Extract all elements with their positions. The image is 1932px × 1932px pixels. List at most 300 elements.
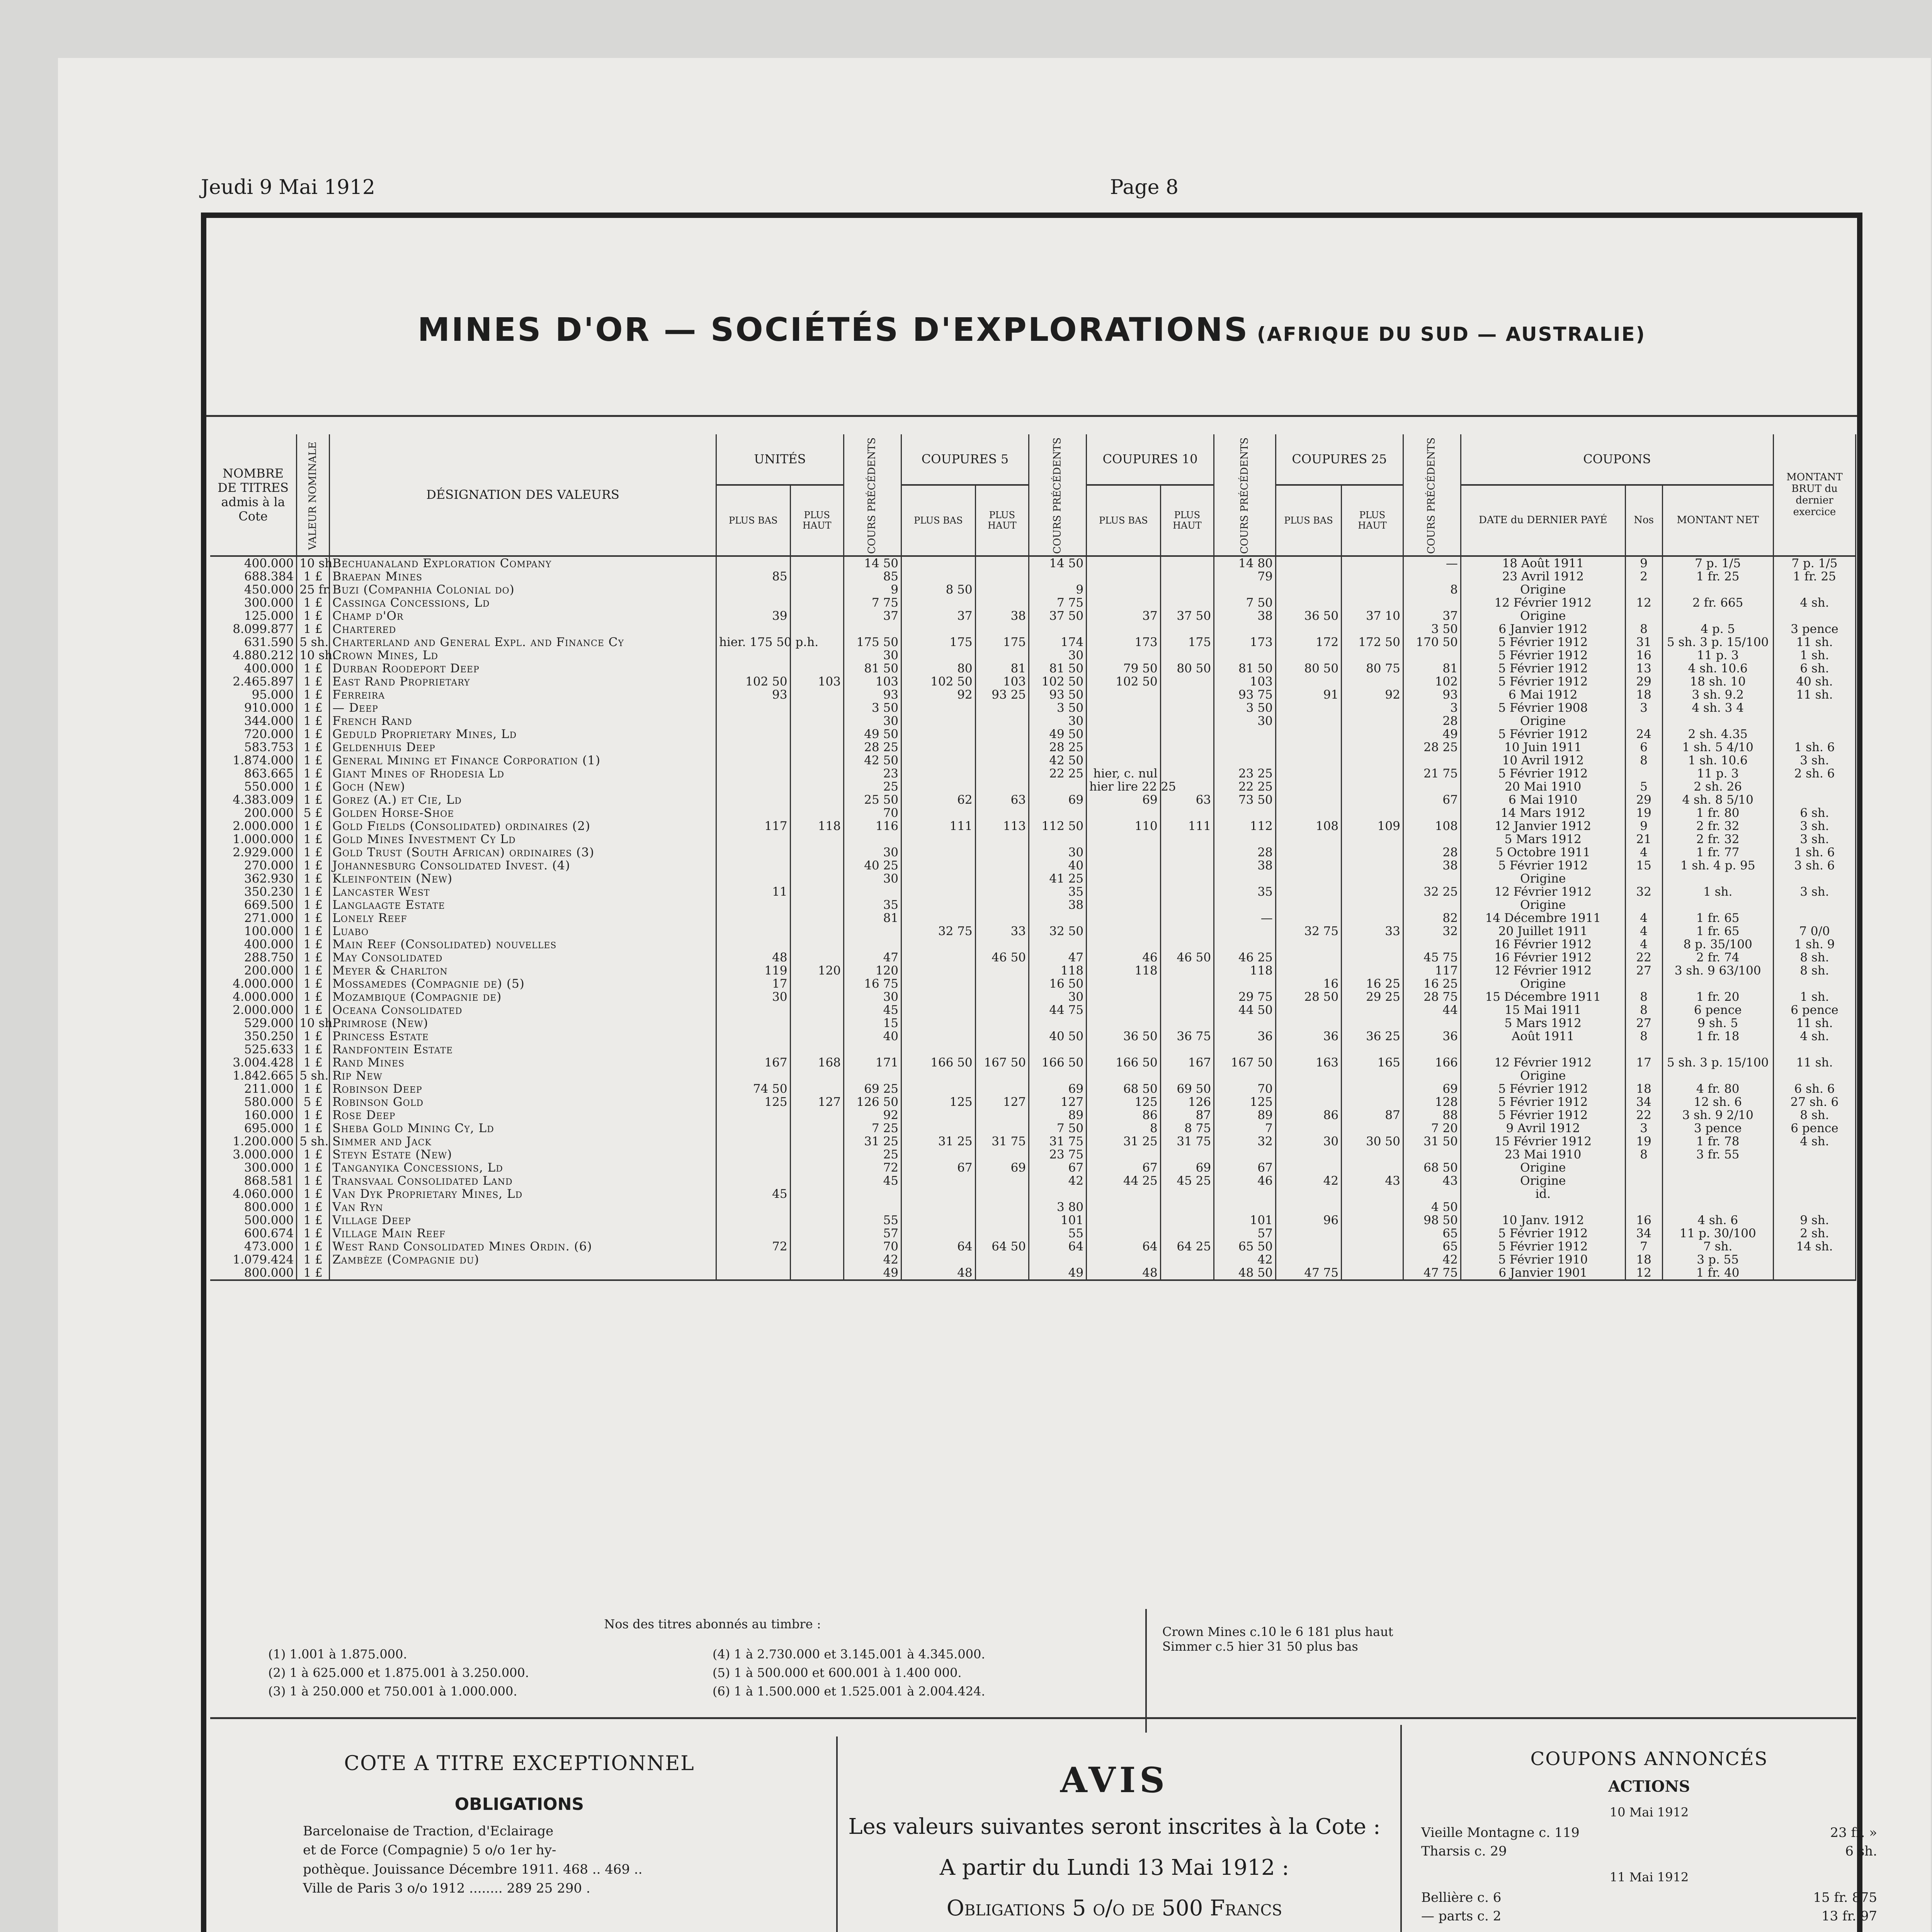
cell-no: 3 <box>1625 1122 1662 1135</box>
cell-c5b: 125 <box>901 1095 976 1109</box>
cell-ub: 117 <box>716 820 790 833</box>
cell-c5h <box>975 1174 1029 1187</box>
cell-no: 4 <box>1625 912 1662 925</box>
cell-d: Bechuanaland Exploration Company <box>330 556 716 570</box>
cell-c10p <box>1214 938 1276 951</box>
cell-v: 1 £ <box>297 754 330 767</box>
cell-c25b <box>1276 964 1341 977</box>
cell-ub <box>716 1253 790 1266</box>
cell-c10b <box>1087 1253 1161 1266</box>
cell-no: 5 <box>1625 780 1662 793</box>
cell-net: 1 fr. 18 <box>1662 1030 1773 1043</box>
cell-uh <box>790 951 844 964</box>
cell-c5h <box>975 1227 1029 1240</box>
cell-c25p: 28 <box>1403 846 1461 859</box>
cell-c25h: 109 <box>1342 820 1403 833</box>
cell-n: 910.000 <box>210 701 297 714</box>
cell-c25b: 86 <box>1276 1109 1341 1122</box>
cell-net: 4 p. 5 <box>1662 622 1773 636</box>
cell-c10p: 103 <box>1214 675 1276 688</box>
cell-c5b <box>901 596 976 609</box>
cell-c25h: 36 25 <box>1342 1030 1403 1043</box>
cell-date: 5 Février 1912 <box>1461 1240 1625 1253</box>
col-c10h: PLUS HAUT <box>1160 485 1214 556</box>
cell-cp: 23 <box>844 767 901 780</box>
coupon-amount: 13 fr. 97 <box>1821 1908 1877 1924</box>
col-cours-prec-4: COURS PRÉCÉDENTS <box>1403 434 1461 556</box>
cell-c10p: 79 <box>1214 570 1276 583</box>
cell-n: 4.000.000 <box>210 977 297 990</box>
cell-c10p <box>1214 754 1276 767</box>
cell-no <box>1625 767 1662 780</box>
cell-c25h <box>1342 767 1403 780</box>
table-row <box>210 1109 1856 1122</box>
cell-net: 1 fr. 77 <box>1662 846 1773 859</box>
cell-n: 580.000 <box>210 1095 297 1109</box>
cell-c25p: 28 75 <box>1403 990 1461 1003</box>
table-row <box>210 596 1856 609</box>
cell-c25p: 82 <box>1403 912 1461 925</box>
cell-c25b <box>1276 767 1341 780</box>
cell-c5p: 47 <box>1029 951 1087 964</box>
cell-c25h <box>1342 964 1403 977</box>
cell-v: 1 £ <box>297 714 330 728</box>
cell-cp: 7 75 <box>844 596 901 609</box>
cell-c5b <box>901 649 976 662</box>
cell-v: 10 sh. <box>297 649 330 662</box>
cell-c25h <box>1342 1201 1403 1214</box>
cell-c25b <box>1276 1003 1341 1017</box>
cell-brut: 3 sh. 6 <box>1773 859 1855 872</box>
cell-c25p: 43 <box>1403 1174 1461 1187</box>
cell-no: 8 <box>1625 754 1662 767</box>
cell-c5h <box>975 898 1029 912</box>
cell-c5h: 81 <box>975 662 1029 675</box>
cell-c5p: 31 75 <box>1029 1135 1087 1148</box>
cell-ub <box>716 728 790 741</box>
cell-v: 1 £ <box>297 1266 330 1280</box>
cell-net: 9 sh. 5 <box>1662 1017 1773 1030</box>
cell-c10h: 37 50 <box>1160 609 1214 622</box>
cell-brut <box>1773 1161 1855 1174</box>
cell-c25h <box>1342 1253 1403 1266</box>
cell-c5h: 63 <box>975 793 1029 806</box>
cell-brut: 11 sh. <box>1773 636 1855 649</box>
table-row <box>210 833 1856 846</box>
cell-c10h <box>1160 964 1214 977</box>
cell-ub <box>716 1109 790 1122</box>
cell-c10h: 64 25 <box>1160 1240 1214 1253</box>
cell-n: 3.000.000 <box>210 1148 297 1161</box>
table-row <box>210 912 1856 925</box>
cell-ub: 74 50 <box>716 1082 790 1095</box>
cell-net: 1 fr. 78 <box>1662 1135 1773 1148</box>
table-row <box>210 1030 1856 1043</box>
cell-date: 23 Avril 1912 <box>1461 570 1625 583</box>
cell-c5b <box>901 1174 976 1187</box>
cell-c25h <box>1342 1148 1403 1161</box>
cell-date: 5 Octobre 1911 <box>1461 846 1625 859</box>
cell-c25b: 16 <box>1276 977 1341 990</box>
cell-brut: 3 sh. <box>1773 754 1855 767</box>
cell-c10p: 42 <box>1214 1253 1276 1266</box>
cell-c25p: 42 <box>1403 1253 1461 1266</box>
cell-uh <box>790 1266 844 1280</box>
mines-table <box>210 434 1856 1281</box>
cell-date: 20 Juillet 1911 <box>1461 925 1625 938</box>
cell-uh <box>790 859 844 872</box>
cell-date: 10 Juin 1911 <box>1461 741 1625 754</box>
cell-c10h <box>1160 1201 1214 1214</box>
cell-d: Durban Roodeport Deep <box>330 662 716 675</box>
obligations-heading: OBLIGATIONS <box>454 1794 584 1814</box>
cell-c10b <box>1087 570 1161 583</box>
cell-c10p: 28 <box>1214 846 1276 859</box>
cell-v: 1 £ <box>297 938 330 951</box>
cell-net: 5 sh. 3 p. 15/100 <box>1662 636 1773 649</box>
cell-c10b <box>1087 1043 1161 1056</box>
cell-uh <box>790 793 844 806</box>
cell-no: 22 <box>1625 951 1662 964</box>
cell-no <box>1625 1069 1662 1082</box>
cell-brut: 4 sh. <box>1773 1135 1855 1148</box>
cell-c10p <box>1214 583 1276 596</box>
cell-uh <box>790 806 844 820</box>
cell-brut: 1 fr. 25 <box>1773 570 1855 583</box>
cell-c25h: 92 <box>1342 688 1403 701</box>
cell-net: 3 pence <box>1662 1122 1773 1135</box>
timbre-note: (6) 1 à 1.500.000 et 1.525.001 à 2.004.424. <box>713 1684 985 1699</box>
cell-d: Buzi (Companhia Colonial do) <box>330 583 716 596</box>
obligation-line: pothèque. Jouissance Décembre 1911. 468 .. 469 .. <box>303 1861 643 1877</box>
cell-c5p: 49 50 <box>1029 728 1087 741</box>
cell-d: Ferreira <box>330 688 716 701</box>
cell-c25b: 32 75 <box>1276 925 1341 938</box>
cell-d: Cassinga Concessions, Ld <box>330 596 716 609</box>
cell-c10p: 14 80 <box>1214 556 1276 570</box>
cell-v: 1 £ <box>297 1148 330 1161</box>
col-cours-prec-1: COURS PRÉCÉDENTS <box>844 434 901 556</box>
cell-cp: 49 50 <box>844 728 901 741</box>
cell-c10b: 67 <box>1087 1161 1161 1174</box>
cell-c25p: 3 <box>1403 701 1461 714</box>
cell-cp: 70 <box>844 1240 901 1253</box>
col-no: Nos <box>1625 485 1662 556</box>
cell-d: Mozambique (Compagnie de) <box>330 990 716 1003</box>
cell-c5p: 118 <box>1029 964 1087 977</box>
title-sub: (AFRIQUE DU SUD — AUSTRALIE) <box>1257 323 1646 345</box>
cell-v: 5 sh. <box>297 636 330 649</box>
cell-brut: 6 sh. <box>1773 806 1855 820</box>
cell-v: 1 £ <box>297 662 330 675</box>
cell-brut: 8 sh. <box>1773 951 1855 964</box>
cell-c25b <box>1276 1161 1341 1174</box>
col-c25h: PLUS HAUT <box>1342 485 1403 556</box>
cell-cp <box>844 1201 901 1214</box>
cell-c25b <box>1276 649 1341 662</box>
cell-d: Gold Fields (Consolidated) ordinaires (2) <box>330 820 716 833</box>
cell-no: 7 <box>1625 1240 1662 1253</box>
cell-c10h <box>1160 846 1214 859</box>
cell-v: 1 £ <box>297 767 330 780</box>
cell-date: 15 Décembre 1911 <box>1461 990 1625 1003</box>
cell-d: Johannesburg Consolidated Invest. (4) <box>330 859 716 872</box>
cell-no: 18 <box>1625 1253 1662 1266</box>
cell-uh <box>790 622 844 636</box>
table-row <box>210 741 1856 754</box>
cell-c10p <box>1214 806 1276 820</box>
cell-no: 17 <box>1625 1056 1662 1069</box>
cell-c10b: 69 <box>1087 793 1161 806</box>
note-line: Simmer c.5 hier 31 50 plus bas <box>1162 1639 1358 1654</box>
cell-c25b <box>1276 1082 1341 1095</box>
cell-n: 688.384 <box>210 570 297 583</box>
table-row <box>210 767 1856 780</box>
cell-c10h: 8 75 <box>1160 1122 1214 1135</box>
cell-date: 9 Avril 1912 <box>1461 1122 1625 1135</box>
cell-ub <box>716 1017 790 1030</box>
cell-c5b: 111 <box>901 820 976 833</box>
cell-c5p: 22 25 <box>1029 767 1087 780</box>
table-row <box>210 1135 1856 1148</box>
cell-v: 1 £ <box>297 990 330 1003</box>
cell-c5p: 16 50 <box>1029 977 1087 990</box>
cell-v: 1 £ <box>297 833 330 846</box>
cell-c25b <box>1276 898 1341 912</box>
cell-c10b <box>1087 912 1161 925</box>
cell-net <box>1662 872 1773 885</box>
timbre-note: (5) 1 à 500.000 et 600.001 à 1.400 000. <box>713 1665 962 1680</box>
cell-d: West Rand Consolidated Mines Ordin. (6) <box>330 1240 716 1253</box>
cell-n: 400.000 <box>210 556 297 570</box>
cell-c5p <box>1029 1043 1087 1056</box>
cell-c25h <box>1342 1266 1403 1280</box>
page-number: Page 8 <box>1110 176 1179 199</box>
cell-c10p: 93 75 <box>1214 688 1276 701</box>
cell-c5h <box>975 1122 1029 1135</box>
cell-c5h <box>975 570 1029 583</box>
table-row <box>210 846 1856 859</box>
cell-c25b <box>1276 1187 1341 1201</box>
cell-c10b: 173 <box>1087 636 1161 649</box>
obligations-list <box>210 1822 828 1898</box>
cell-cp: 7 25 <box>844 1122 901 1135</box>
cell-cp: 25 <box>844 1148 901 1161</box>
cell-c25h <box>1342 1095 1403 1109</box>
col-date: DATE du DERNIER PAYÉ <box>1461 485 1625 556</box>
cell-c25b: 42 <box>1276 1174 1341 1187</box>
cell-uh <box>790 898 844 912</box>
cell-brut: 3 pence <box>1773 622 1855 636</box>
cell-cp: 55 <box>844 1214 901 1227</box>
cell-c10b: 68 50 <box>1087 1082 1161 1095</box>
cell-uh <box>790 1201 844 1214</box>
cell-n: 525.633 <box>210 1043 297 1056</box>
col-valeur: VALEUR NOMINALE <box>297 434 330 556</box>
cell-c10h <box>1160 767 1214 780</box>
cell-c10b <box>1087 1187 1161 1201</box>
cell-date: 10 Avril 1912 <box>1461 754 1625 767</box>
cell-c5p: 42 50 <box>1029 754 1087 767</box>
cell-no: 2 <box>1625 570 1662 583</box>
cell-uh <box>790 1214 844 1227</box>
table-row <box>210 688 1856 701</box>
cell-date: 12 Février 1912 <box>1461 964 1625 977</box>
cell-c5h <box>975 622 1029 636</box>
cell-c25p: 3 50 <box>1403 622 1461 636</box>
cell-no: 3 <box>1625 701 1662 714</box>
cell-uh <box>790 714 844 728</box>
cell-ub <box>716 780 790 793</box>
cell-c10b: 110 <box>1087 820 1161 833</box>
cell-c5b <box>901 912 976 925</box>
cell-c25h <box>1342 1227 1403 1240</box>
issue-date: Jeudi 9 Mai 1912 <box>201 176 375 199</box>
cell-uh <box>790 1082 844 1095</box>
cell-net <box>1662 1043 1773 1056</box>
cell-n: 800.000 <box>210 1266 297 1280</box>
col-coupures5: COUPURES 5 <box>901 434 1029 485</box>
col-coupons: COUPONS <box>1461 434 1773 485</box>
cell-c10b <box>1087 806 1161 820</box>
cell-c25h <box>1342 1082 1403 1095</box>
cell-d: Goch (New) <box>330 780 716 793</box>
cell-d: Kleinfontein (New) <box>330 872 716 885</box>
cell-ub <box>716 701 790 714</box>
table-row <box>210 570 1856 583</box>
cell-ub <box>716 806 790 820</box>
cell-c5h <box>975 754 1029 767</box>
cell-c25h <box>1342 583 1403 596</box>
cell-no: 16 <box>1625 1214 1662 1227</box>
cell-no: 31 <box>1625 636 1662 649</box>
cell-c10p: 118 <box>1214 964 1276 977</box>
cell-n: 400.000 <box>210 662 297 675</box>
cell-c10h <box>1160 806 1214 820</box>
cell-c25b <box>1276 793 1341 806</box>
cell-brut <box>1773 1043 1855 1056</box>
cell-c10h <box>1160 1069 1214 1082</box>
cell-ub: 93 <box>716 688 790 701</box>
cell-ub <box>716 846 790 859</box>
cell-date: 6 Mai 1912 <box>1461 688 1625 701</box>
table-row <box>210 806 1856 820</box>
col-net: MONTANT NET <box>1662 485 1773 556</box>
cell-cp <box>844 833 901 846</box>
cell-brut <box>1773 1253 1855 1266</box>
cell-net: 7 p. 1/5 <box>1662 556 1773 570</box>
cell-c10b <box>1087 938 1161 951</box>
cell-c25b <box>1276 872 1341 885</box>
cell-v: 5 sh. <box>297 1135 330 1148</box>
cell-c10b <box>1087 701 1161 714</box>
left-column <box>210 1725 828 1932</box>
cell-brut: 3 sh. <box>1773 820 1855 833</box>
cell-c10b <box>1087 833 1161 846</box>
cell-c10p: 36 <box>1214 1030 1276 1043</box>
coupon-name: Bellière c. 6 <box>1421 1890 1502 1905</box>
avis-date-1: A partir du Lundi 13 Mai 1912 : <box>939 1855 1289 1880</box>
cell-net: 1 fr. 65 <box>1662 925 1773 938</box>
cell-c25p: 166 <box>1403 1056 1461 1069</box>
cell-cp: 31 25 <box>844 1135 901 1148</box>
cell-uh: 127 <box>790 1095 844 1109</box>
cell-c5h <box>975 556 1029 570</box>
obligation-line: et de Force (Compagnie) 5 o/o 1er hy- <box>303 1842 556 1858</box>
cell-d: Steyn Estate (New) <box>330 1148 716 1161</box>
cell-date: 5 Février 1908 <box>1461 701 1625 714</box>
cell-no: 27 <box>1625 964 1662 977</box>
cell-no <box>1625 898 1662 912</box>
cell-c5h <box>975 649 1029 662</box>
cell-uh <box>790 977 844 990</box>
cell-c10h <box>1160 714 1214 728</box>
cell-no: 4 <box>1625 938 1662 951</box>
cell-c25h <box>1342 1214 1403 1227</box>
cell-c25p <box>1403 872 1461 885</box>
cell-net: 12 sh. 6 <box>1662 1095 1773 1109</box>
cell-v: 1 £ <box>297 964 330 977</box>
cell-c25b <box>1276 583 1341 596</box>
cell-c5b <box>901 859 976 872</box>
cell-date: 5 Février 1912 <box>1461 662 1625 675</box>
cell-c5b: 8 50 <box>901 583 976 596</box>
timbre-list <box>268 1647 1157 1699</box>
cell-uh <box>790 1122 844 1135</box>
table-row <box>210 780 1856 793</box>
cell-d: Sheba Gold Mining Cy, Ld <box>330 1122 716 1135</box>
cell-c10b: hier, c. nul <box>1087 767 1161 780</box>
cell-c5p: 112 50 <box>1029 820 1087 833</box>
cell-c25p: 49 <box>1403 728 1461 741</box>
cell-c10p <box>1214 1069 1276 1082</box>
table-row <box>210 990 1856 1003</box>
cell-c25b <box>1276 1201 1341 1214</box>
table-row <box>210 951 1856 964</box>
cell-n: 211.000 <box>210 1082 297 1095</box>
cell-d: Rand Mines <box>330 1056 716 1069</box>
cell-cp: 14 50 <box>844 556 901 570</box>
cell-brut <box>1773 1187 1855 1201</box>
cell-n: 450.000 <box>210 583 297 596</box>
cell-uh <box>790 741 844 754</box>
cell-c5b: 175 <box>901 636 976 649</box>
cell-ub <box>716 898 790 912</box>
actions-heading: ACTIONS <box>1608 1777 1690 1796</box>
cell-c5h: 175 <box>975 636 1029 649</box>
cell-date: 16 Février 1912 <box>1461 951 1625 964</box>
cell-c25p: 102 <box>1403 675 1461 688</box>
cell-d <box>330 1266 716 1280</box>
table-row <box>210 1214 1856 1227</box>
cell-c10h: 69 <box>1160 1161 1214 1174</box>
cell-n: 400.000 <box>210 938 297 951</box>
cell-c25b <box>1276 780 1341 793</box>
cell-c10p: 32 <box>1214 1135 1276 1148</box>
cell-cp: 93 <box>844 688 901 701</box>
cell-uh <box>790 1253 844 1266</box>
cell-c25b <box>1276 1043 1341 1056</box>
cell-net: 11 p. 3 <box>1662 767 1773 780</box>
cell-c25h <box>1342 1043 1403 1056</box>
cell-no <box>1625 1187 1662 1201</box>
table-row <box>210 1266 1856 1280</box>
cell-net: 3 sh. 9 2/10 <box>1662 1109 1773 1122</box>
cell-no: 18 <box>1625 1082 1662 1095</box>
cell-no: 9 <box>1625 556 1662 570</box>
cell-c10b <box>1087 1214 1161 1227</box>
cell-uh <box>790 662 844 675</box>
